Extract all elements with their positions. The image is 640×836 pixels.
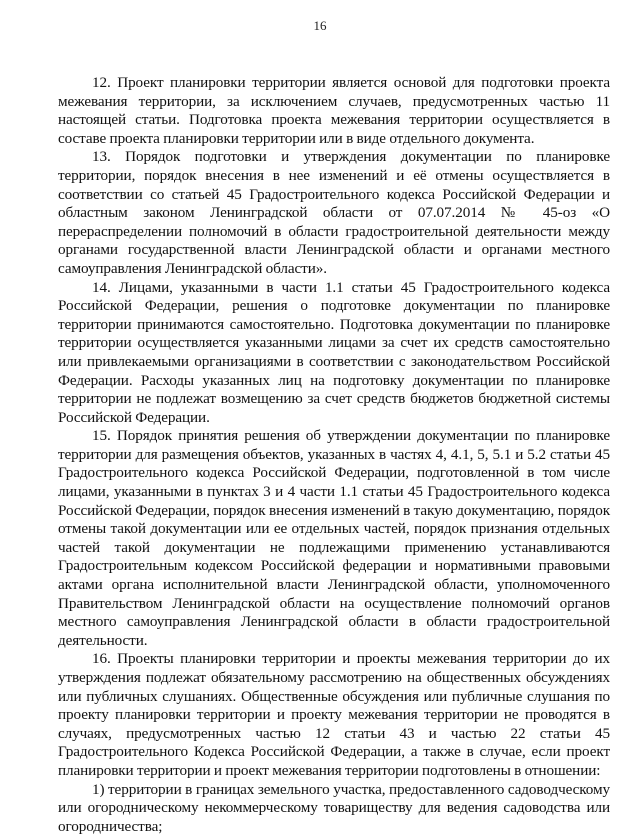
paragraph-16: 16. Проекты планировки территории и проекты межевания территории до их утверждения подлежат обязательному рассмотрению на общественных обсуждениях или публичных слушаниях. Общественные обсуждения или публичные слушания по проекту планировки территории и проекту межевания территории не проводятся в случаях, предусмотренных частью 12 статьи 43 и частью 22 статьи 45 Градостроительного Кодекса Российской Федерации, а также в случае, если проект планировки территории и проект межевания территории подготовлены в отношении: — [58, 650, 610, 779]
page-number: 16 — [313, 18, 327, 33]
paragraph-13: 13. Порядок подготовки и утверждения документации по планировке территории, порядок внесения в нее изменений и её отмены осуществляется в соответствии со статьей 45 Градостроительного кодекса Российской Федерации и областным законом Ленинградской области от 07.07.2014 № 45-оз «О перераспределении полномочий в области градостроительной деятельности между органами государственной власти Ленинградской области и органами местного самоуправления Ленинградской области». — [58, 148, 610, 277]
paragraph-12: 12. Проект планировки территории является основой для подготовки проекта межевания территории, за исключением случаев, предусмотренных частью 11 настоящей статьи. Подготовка проекта межевания территории осуществляется в составе проекта планировки территории или в виде отдельного документа. — [58, 74, 610, 147]
list-item-1: 1) территории в границах земельного участка, предоставленного садоводческому или огородническому некоммерческому товариществу для ведения садоводства или огородничества; — [58, 780, 610, 835]
paragraph-15: 15. Порядок принятия решения об утверждении документации по планировке территории для размещения объектов, указанных в частях 4, 4.1, 5, 5.1 и 5.2 статьи 45 Градостроительного кодекса Российской Федерации, подготовленной в том числе лицами, указанными в пунктах 3 и 4 части 1.1 статьи 45 Градостроительного кодекса Российской Федерации, порядок внесения изменений в такую документацию, порядок отмены такой документации или ее отдельных частей, порядок признания отдельных частей такой документации не подлежащими применению устанавливаются Градостроительным кодексом Российской федерации и нормативными правовыми актами органа исполнительной власти Ленинградской области, уполномоченного Правительством Ленинградской области на осуществление полномочий органов местного самоуправления Ленинградской области в области градостроительной деятельности. — [58, 427, 610, 649]
paragraph-14: 14. Лицами, указанными в части 1.1 статьи 45 Градостроительного кодекса Российской Федерации, решения о подготовке документации по планировке территории принимаются самостоятельно. Подготовка документации по планировке территории осуществляется указанными лицами за счет их средств самостоятельно или привлекаемыми организациями в соответствии с законодательством Российской Федерации. Расходы указанных лиц на подготовку документации по планировке территории не подлежат возмещению за счет средств бюджетов бюджетной системы Российской Федерации. — [58, 278, 610, 426]
document-body — [58, 74, 610, 836]
